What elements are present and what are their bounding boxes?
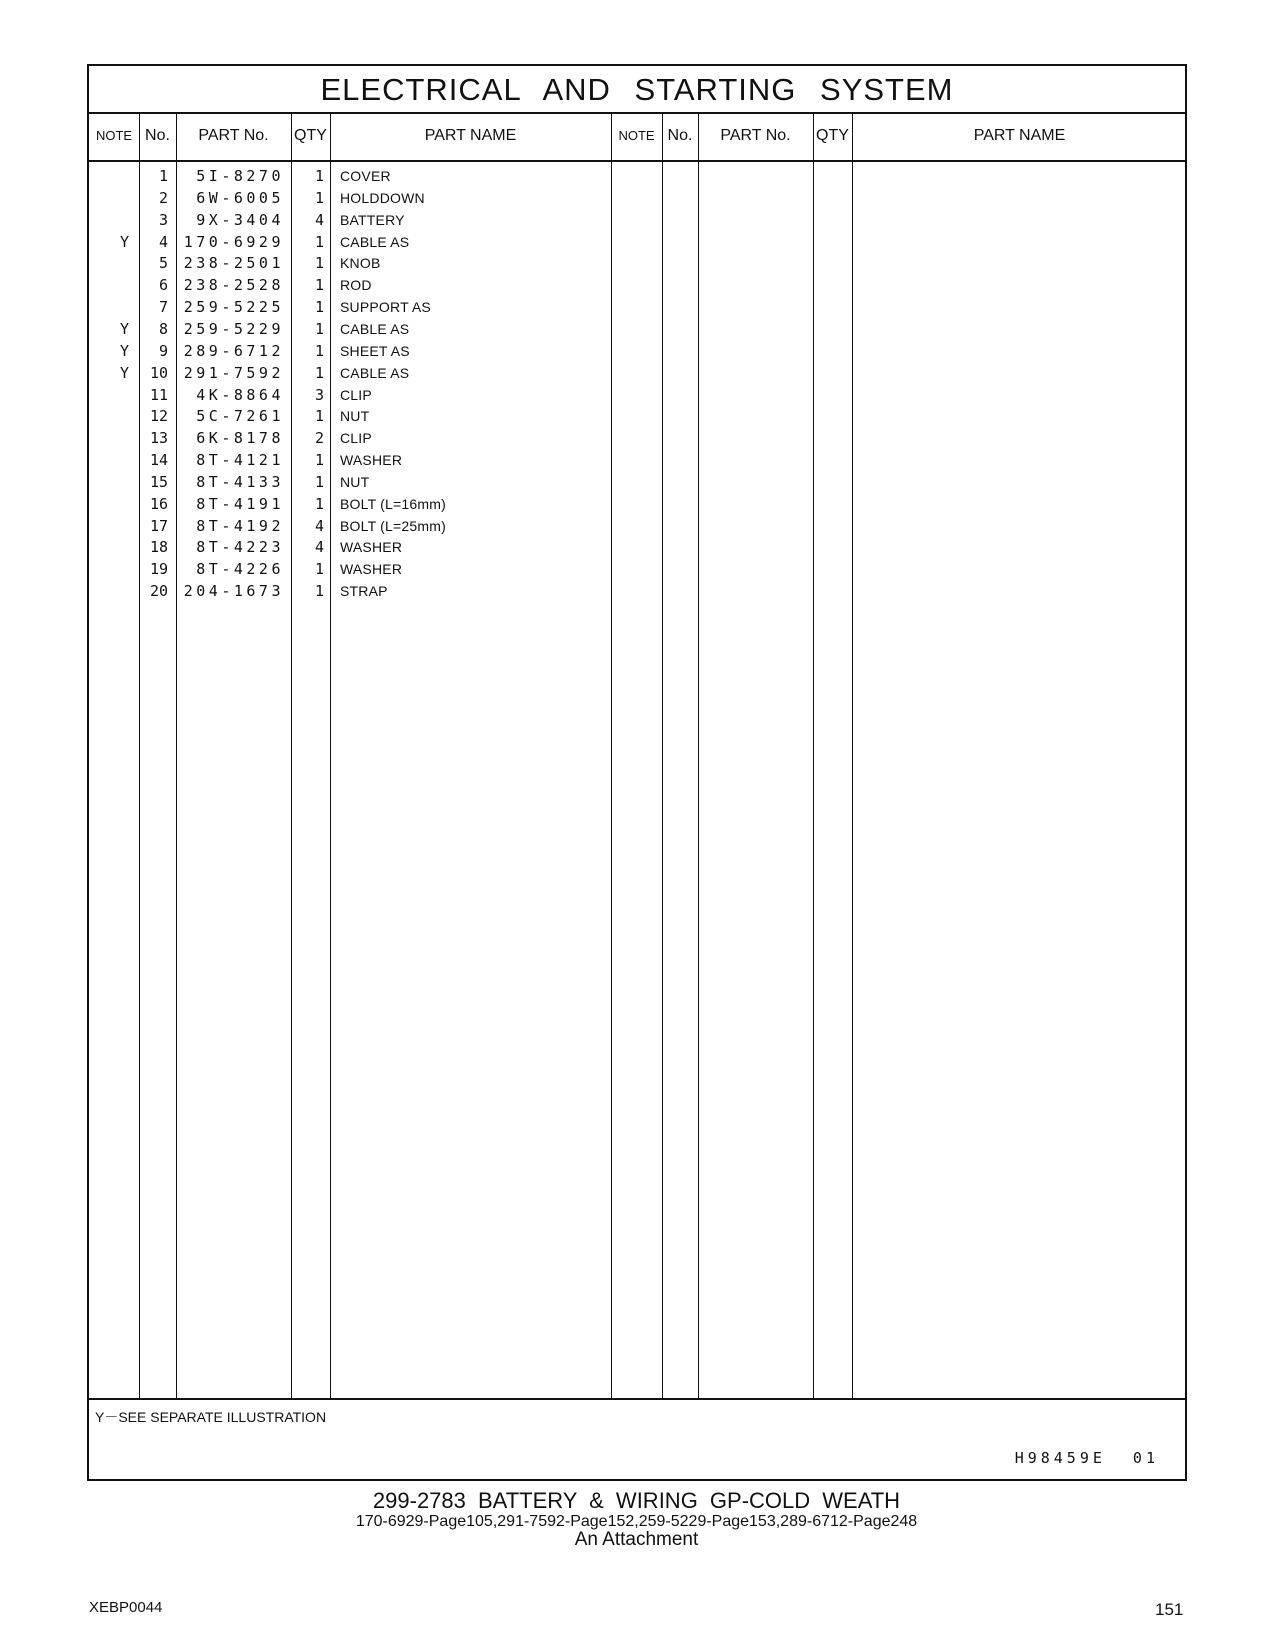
part-name: ROD [340, 277, 372, 294]
part-name: CLIP [340, 386, 372, 403]
part-item-no: 15 [149, 472, 168, 491]
table-row [89, 515, 1185, 538]
header-qty: QTY [294, 127, 327, 144]
part-item-no: 3 [158, 210, 168, 229]
illustration-code: H98459E 01 [1014, 1449, 1159, 1467]
document-id: XEBP0044 [89, 1599, 163, 1616]
part-item-no: 11 [149, 385, 168, 404]
part-number: 6W-6005 [196, 188, 284, 207]
table-row [89, 209, 1185, 232]
table-row [89, 252, 1185, 275]
part-note [89, 493, 129, 516]
part-note [89, 449, 129, 472]
table-row [89, 580, 1185, 603]
part-qty: 1 [314, 472, 324, 491]
part-note: Y [119, 341, 129, 360]
part-item-no: 9 [158, 341, 168, 360]
part-name: STRAP [340, 583, 388, 600]
part-item-no: 2 [158, 188, 168, 207]
part-note [89, 384, 129, 407]
table-row [89, 427, 1185, 450]
part-note [89, 296, 129, 319]
part-number: 238-2528 [183, 276, 284, 295]
part-number: 4K-8864 [196, 385, 284, 404]
part-qty: 3 [314, 385, 324, 404]
part-number: 170-6929 [183, 232, 284, 251]
table-row [89, 405, 1185, 428]
part-qty: 4 [314, 516, 324, 535]
part-note [89, 405, 129, 428]
part-qty: 2 [314, 429, 324, 448]
part-number: 259-5225 [183, 298, 284, 317]
part-note [89, 558, 129, 581]
part-item-no: 4 [158, 232, 168, 251]
part-number: 8T-4121 [196, 451, 284, 470]
part-item-no: 14 [149, 451, 168, 470]
table-bottom-border [89, 1398, 1185, 1400]
header-note-right: NOTE [618, 128, 655, 143]
part-number: 6K-8178 [196, 429, 284, 448]
table-row [89, 471, 1185, 494]
part-name: WASHER [340, 561, 403, 578]
part-item-no: 19 [149, 560, 168, 579]
table-row [89, 536, 1185, 559]
part-number: 259-5229 [183, 319, 284, 338]
page-number: 151 [1155, 1600, 1184, 1619]
part-number: 8T-4133 [196, 472, 284, 491]
part-number: 291-7592 [183, 363, 284, 382]
part-name: SUPPORT AS [340, 299, 431, 316]
part-item-no: 8 [158, 319, 168, 338]
part-note [89, 209, 129, 232]
part-number: 9X-3404 [196, 210, 284, 229]
part-qty: 1 [314, 363, 324, 382]
part-name: SHEET AS [340, 342, 410, 359]
part-item-no: 5 [158, 254, 168, 273]
part-qty: 1 [314, 188, 324, 207]
part-qty: 1 [314, 582, 324, 601]
part-name: NUT [340, 473, 370, 490]
table-row [89, 296, 1185, 319]
group-title: 299-2783 BATTERY & WIRING GP-COLD WEATH [372, 1488, 901, 1513]
part-name: BOLT (L=25mm) [340, 517, 446, 534]
part-number: 8T-4226 [196, 560, 284, 579]
part-name: HOLDDOWN [340, 189, 425, 206]
parts-table-frame [87, 64, 1187, 1481]
part-item-no: 12 [149, 407, 168, 426]
part-name: CABLE AS [340, 320, 410, 337]
part-qty: 1 [314, 407, 324, 426]
table-row [89, 274, 1185, 297]
part-note: Y [119, 363, 129, 382]
part-name: BOLT (L=16mm) [340, 495, 446, 512]
header-part-no-right: PART No. [720, 127, 791, 144]
part-note [89, 536, 129, 559]
part-qty: 1 [314, 276, 324, 295]
part-item-no: 17 [149, 516, 168, 535]
table-row [89, 558, 1185, 581]
table-row [89, 318, 1185, 341]
part-qty: 1 [314, 494, 324, 513]
part-qty: 1 [314, 319, 324, 338]
part-note [89, 252, 129, 275]
page-references: 170-6929-Page105,291-7592-Page152,259-5229-Page153,289-6712-Page248 [355, 1513, 918, 1530]
header-no-right: No. [667, 127, 693, 144]
part-number: 8T-4192 [196, 516, 284, 535]
part-qty: 1 [314, 232, 324, 251]
table-row [89, 449, 1185, 472]
table-row [89, 187, 1185, 210]
part-item-no: 1 [158, 167, 168, 185]
part-note [89, 515, 129, 538]
part-number: 204-1673 [183, 582, 284, 601]
part-name: CABLE AS [340, 233, 410, 250]
part-note [89, 427, 129, 450]
table-row [89, 362, 1185, 385]
part-note [89, 165, 129, 188]
table-row [89, 384, 1185, 407]
part-note: Y [119, 232, 129, 251]
part-item-no: 6 [158, 276, 168, 295]
part-qty: 1 [314, 167, 324, 185]
part-item-no: 13 [149, 429, 168, 448]
part-qty: 1 [314, 298, 324, 317]
table-row [89, 493, 1185, 516]
part-note [89, 471, 129, 494]
part-name: WASHER [340, 539, 403, 556]
part-qty: 4 [314, 538, 324, 557]
header-part-name-right: PART NAME [973, 127, 1066, 144]
header-note: NOTE [95, 128, 133, 143]
part-name: CABLE AS [340, 364, 410, 381]
part-number: 8T-4223 [196, 538, 284, 557]
part-item-no: 10 [149, 363, 168, 382]
note-legend: Y－SEE SEPARATE ILLUSTRATION [95, 1409, 327, 1425]
part-note [89, 274, 129, 297]
part-qty: 1 [314, 254, 324, 273]
part-item-no: 18 [149, 538, 168, 557]
part-qty: 1 [314, 341, 324, 360]
attachment-label: An Attachment [574, 1529, 699, 1550]
part-name: NUT [340, 408, 370, 425]
table-row [89, 231, 1185, 254]
part-note: Y [119, 319, 129, 338]
header-qty-right: QTY [816, 127, 849, 144]
part-item-no: 20 [149, 582, 168, 601]
part-name: KNOB [340, 255, 381, 272]
part-number: 5C-7261 [196, 407, 284, 426]
part-name: WASHER [340, 452, 403, 469]
header-part-no: PART No. [198, 127, 269, 144]
part-item-no: 16 [149, 494, 168, 513]
part-number: 8T-4191 [196, 494, 284, 513]
part-number: 238-2501 [183, 254, 284, 273]
part-name: COVER [340, 168, 391, 184]
page-title: ELECTRICAL AND STARTING SYSTEM [89, 66, 1185, 114]
header-no: No. [145, 127, 170, 144]
part-number: 5I-8270 [196, 167, 284, 185]
table-row [89, 340, 1185, 363]
part-note [89, 580, 129, 603]
header-part-name: PART NAME [424, 127, 517, 144]
part-name: BATTERY [340, 211, 405, 228]
part-note [89, 187, 129, 210]
table-row [89, 165, 1185, 188]
part-item-no: 7 [158, 298, 168, 317]
part-name: CLIP [340, 430, 372, 447]
part-qty: 1 [314, 560, 324, 579]
part-qty: 4 [314, 210, 324, 229]
part-number: 289-6712 [183, 341, 284, 360]
part-qty: 1 [314, 451, 324, 470]
